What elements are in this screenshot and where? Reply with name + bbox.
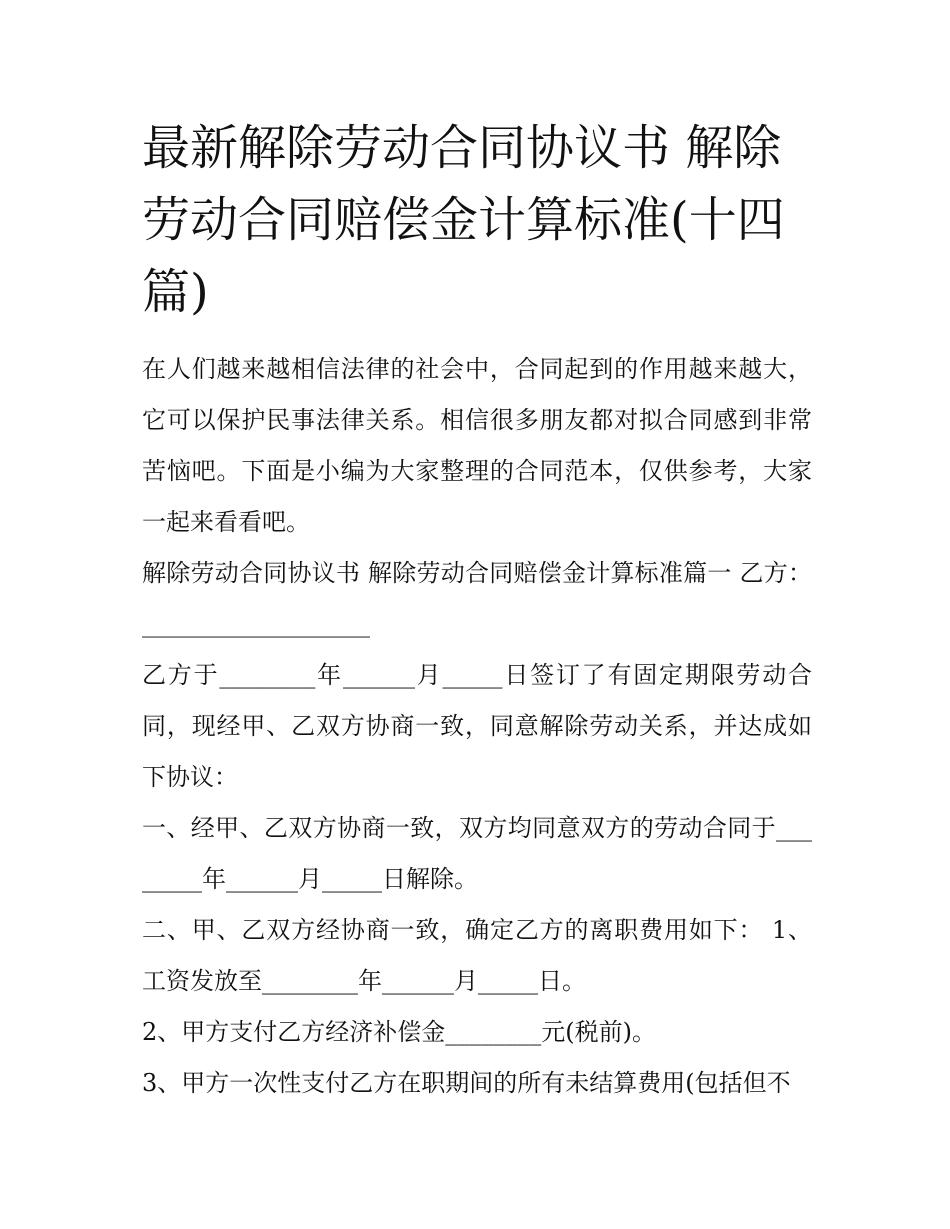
document-title: 最新解除劳动合同协议书 解除劳动合同赔偿金计算标准(十四篇) — [142, 120, 785, 320]
document-page — [142, 112, 812, 1109]
paragraph-contract-signing: 乙方于________年______月_____日签订了有固定期限劳动合同，现经甲、乙双方协商一致，同意解除劳动关系，并达成如下协议： — [142, 661, 812, 791]
paragraph-item-2: 2、甲方支付乙方经济补偿金________元(税前)。 — [142, 1018, 656, 1046]
paragraph-section-heading: 解除劳动合同协议书 解除劳动合同赔偿金计算标准篇一 乙方：___________________ — [142, 559, 812, 638]
paragraph-clause-1: 一、经甲、乙双方协商一致，双方均同意双方的劳动合同于________年______月_____日解除。 — [142, 814, 812, 893]
paragraph-item-3: 3、甲方一次性支付乙方在职期间的所有未结算费用(包括但不 — [142, 1069, 791, 1097]
paragraph-clause-2: 二、甲、乙双方经协商一致，确定乙方的离职费用如下： 1、工资发放至________年______月_____日。 — [142, 916, 812, 995]
paragraph-intro: 在人们越来越相信法律的社会中，合同起到的作用越来越大，它可以保护民事法律关系。相信很多朋友都对拟合同感到非常苦恼吧。下面是小编为大家整理的合同范本，仅供参考，大家一起来看看吧。 — [142, 355, 812, 536]
document-body — [142, 344, 812, 1109]
